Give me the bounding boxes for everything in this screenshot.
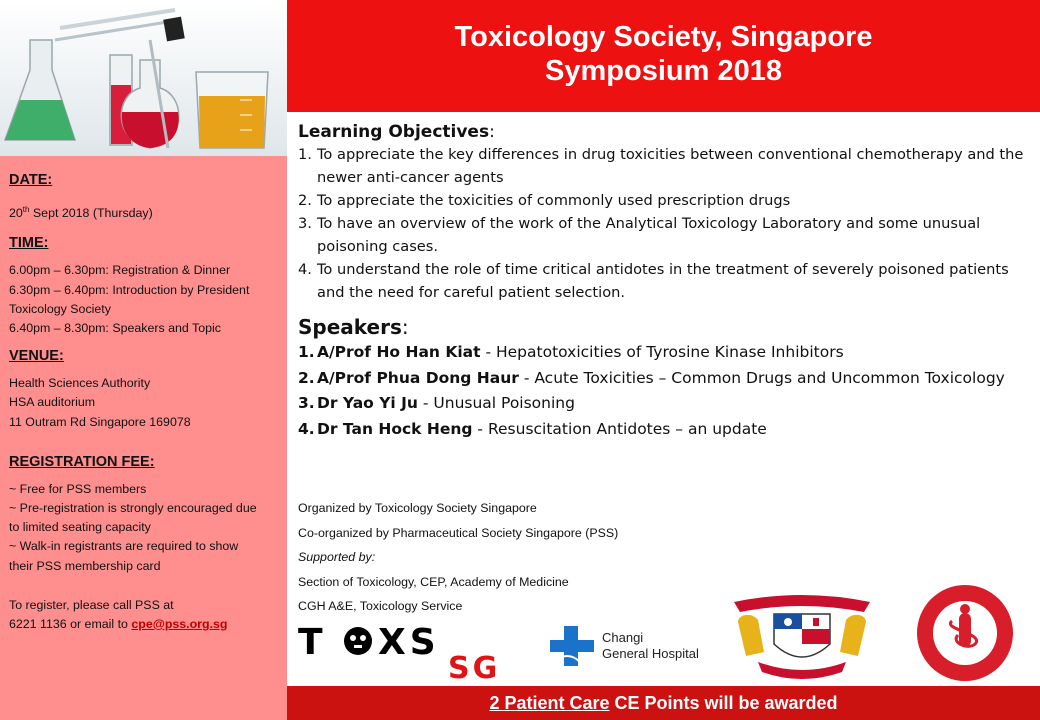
ce-points-text: CE Points will be awarded (609, 693, 838, 713)
speaker-name: Dr Yao Yi Ju (317, 394, 418, 412)
date-rest: Sept 2018 (Thursday) (29, 206, 153, 221)
objective-num: 1. (298, 146, 312, 163)
time-line: Toxicology Society (9, 301, 111, 316)
time-line: 6.30pm – 6.40pm: Introduction by President (9, 282, 250, 297)
objectives-title (298, 121, 1033, 143)
speaker-topic: - Unusual Poisoning (417, 394, 575, 412)
organized-by: Organized by Toxicology Society Singapore (298, 501, 537, 515)
register-contact (9, 615, 278, 634)
cep-crest-logo (724, 592, 880, 684)
coorganized-by: Co-organized by Pharmaceutical Society Singapore (PSS) (298, 525, 619, 540)
time-heading: TIME: (9, 235, 49, 252)
svg-text:T: T (298, 624, 327, 663)
objective-num: 3. (298, 215, 312, 232)
changi-hospital-logo (548, 624, 708, 670)
date-suffix: th (22, 205, 30, 214)
changi-line1: Changi (602, 630, 644, 645)
time-line: 6.40pm – 8.30pm: Speakers and Topic (9, 320, 221, 335)
objective-text: To have an overview of the work of the Analytical Toxicology Laboratory and some unusual poisoning cases. (317, 215, 981, 255)
page-header (287, 0, 1040, 112)
changi-line2: General Hospital (602, 646, 699, 661)
glassware-illustration (0, 0, 287, 156)
venue-list (9, 374, 278, 432)
speakers-title-colon: : (401, 315, 409, 339)
speaker-name: A/Prof Phua Dong Haur (317, 368, 519, 387)
fee-line: ~ Walk-in registrants are required to show (9, 539, 239, 554)
speaker-item (298, 366, 1033, 392)
fee-line: their PSS membership card (9, 558, 161, 573)
date-value (9, 200, 278, 223)
pss-logo-graphic (902, 583, 1028, 683)
objective-item (298, 143, 1033, 189)
supporter-2: CGH A&E, Toxicology Service (298, 599, 463, 613)
register-line: To register, please call PSS at (9, 597, 174, 612)
toxs-sg-logo (298, 624, 524, 680)
speaker-num: 3. (298, 394, 315, 412)
objectives-title-text: Learning Objectives (298, 122, 490, 142)
venue-heading: VENUE: (9, 348, 64, 365)
register-info (9, 596, 278, 634)
header-title-line2: Symposium 2018 (545, 55, 782, 87)
fee-line: ~ Pre-registration is strongly encouraged due (9, 500, 257, 515)
speakers-list (298, 340, 1033, 442)
fee-heading: REGISTRATION FEE: (9, 453, 155, 470)
changi-cross-icon (548, 624, 596, 670)
objective-text: To understand the role of time critical antidotes in the treatment of severely poisoned patients and the need for careful patient selection. (317, 261, 1009, 301)
objectives-list (298, 143, 1033, 304)
speaker-num: 2. (298, 368, 315, 387)
fee-line: to limited seating capacity (9, 520, 151, 535)
ce-points-highlight: 2 Patient Care (489, 693, 610, 713)
svg-text:XS: XS (378, 624, 440, 663)
register-phone: 6221 1136 or email to (9, 616, 132, 631)
supporter-1: Section of Toxicology, CEP, Academy of Medicine (298, 574, 569, 589)
time-line: 6.00pm – 6.30pm: Registration & Dinner (9, 263, 231, 278)
objective-num: 4. (298, 261, 312, 278)
fee-line: ~ Free for PSS members (9, 481, 147, 496)
date-heading: DATE: (9, 172, 53, 188)
venue-line: 11 Outram Rd Singapore 169078 (9, 414, 191, 429)
ce-points-banner (287, 686, 1040, 720)
date-day: 20 (9, 206, 23, 221)
speakers-title-text: Speakers (298, 315, 402, 339)
cep-crest-graphic (724, 592, 880, 684)
objective-item (298, 212, 1033, 258)
pss-logo (902, 583, 1028, 683)
svg-text:SG: SG (448, 651, 501, 680)
speaker-topic: - Hepatotoxicities of Tyrosine Kinase Inhibitors (480, 343, 844, 361)
fee-list (9, 480, 278, 576)
venue-line: Health Sciences Authority (9, 376, 151, 391)
header-title-line1: Toxicology Society, Singapore (454, 21, 873, 53)
objectives-title-colon: : (489, 122, 495, 142)
speaker-item (298, 391, 1033, 417)
lab-glassware-image (0, 0, 287, 156)
objective-num: 2. (298, 192, 312, 209)
event-info-panel (0, 156, 287, 720)
speaker-item (298, 417, 1033, 443)
register-email-link[interactable]: cpe@pss.org.sg (131, 616, 228, 631)
speakers-title (298, 314, 1033, 340)
venue-line: HSA auditorium (9, 395, 96, 410)
speaker-name: A/Prof Ho Han Kiat (317, 343, 481, 361)
speaker-topic: - Resuscitation Antidotes – an update (472, 419, 767, 438)
speaker-topic: - Acute Toxicities – Common Drugs and Uncommon Toxicology (518, 368, 1005, 387)
speaker-item (298, 340, 1033, 366)
time-list (9, 261, 278, 338)
speaker-num: 1. (298, 343, 315, 361)
organizers-block (298, 496, 618, 619)
objective-item (298, 258, 1033, 304)
speaker-name: Dr Tan Hock Heng (317, 419, 473, 438)
objective-item (298, 189, 1033, 212)
supported-by-label: Supported by: (298, 550, 376, 564)
objective-text: To appreciate the key differences in drug toxicities between conventional chemotherapy and the newer anti-cancer agents (317, 146, 1024, 186)
objective-text: To appreciate the toxicities of commonly used prescription drugs (317, 192, 791, 209)
speaker-num: 4. (298, 419, 315, 438)
changi-name (602, 630, 699, 662)
main-content (298, 121, 1033, 442)
toxs-sg-logo-graphic (298, 624, 524, 680)
